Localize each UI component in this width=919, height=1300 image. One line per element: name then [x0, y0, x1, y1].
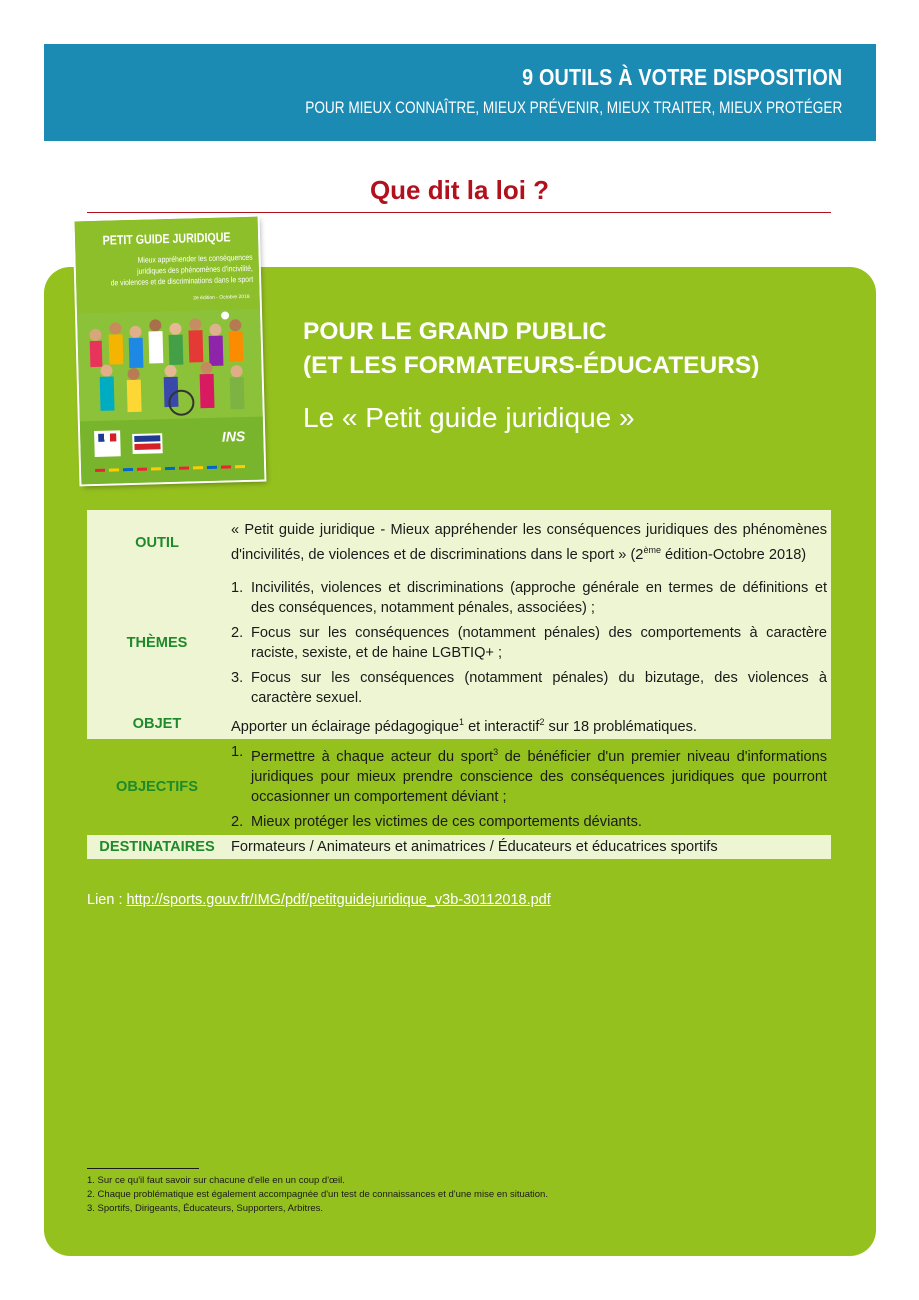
- title-divider: [87, 212, 831, 213]
- table-row-themes: [87, 575, 831, 710]
- list-item: 3. Focus sur les conséquences (notamment pénales) du bizutage, des violences à caractère sexuel.: [231, 669, 827, 706]
- link-line: [87, 892, 551, 908]
- header-title: 9 OUTILS À VOTRE DISPOSITION: [521, 64, 842, 90]
- list-item: 2. Mieux protéger les victimes de ces comportements déviants.: [231, 813, 642, 830]
- republic-logo: [94, 430, 121, 457]
- audience-line: (ET LES FORMATEURS-ÉDUCATEURS): [303, 352, 760, 379]
- cover-edition: 2e édition - Octobre 2018: [193, 293, 250, 302]
- cover-subtitle-line: juridiques des phénomènes d'incivilité,: [136, 263, 253, 276]
- guide-cover-image: [75, 217, 265, 485]
- row-value-objectifs: [227, 739, 831, 835]
- audience-heading: [303, 315, 759, 383]
- cover-athletes-photo: [77, 309, 263, 426]
- row-label-outil: OUTIL: [87, 510, 227, 575]
- footnote-divider: [87, 1168, 199, 1169]
- row-label-objectifs: OBJECTIFS: [87, 739, 227, 835]
- tool-name: Le « Petit guide juridique »: [303, 402, 635, 433]
- link-prefix: Lien :: [87, 892, 127, 908]
- row-label-themes: THÈMES: [87, 575, 227, 710]
- cover-subtitle-line: Mieux appréhender les conséquences: [137, 252, 253, 265]
- exaequo-logo: [132, 433, 163, 454]
- table-row-objet: [87, 710, 831, 739]
- cover-title: PETIT GUIDE JURIDIQUE: [102, 229, 231, 248]
- row-label-destinataires: DESTINATAIRES: [87, 835, 227, 859]
- list-item: 2. Focus sur les conséquences (notamment pénales) des comportements à caractère raciste, sexiste, et de haine LGBTIQ+ ;: [231, 624, 827, 661]
- guide-pdf-link[interactable]: http://sports.gouv.fr/IMG/pdf/petitguidejuridique_v3b-30112018.pdf: [126, 892, 551, 908]
- header-band: [44, 44, 876, 141]
- page-title: Que dit la loi ?: [369, 175, 550, 205]
- table-row-objectifs: [87, 739, 831, 835]
- cover-footer: [80, 417, 265, 485]
- cover-color-dashes: [95, 465, 245, 472]
- ins-logo: INS: [221, 428, 246, 445]
- list-item: 1. Permettre à chaque acteur du sport$^3$ de bénéficier d'un premier niveau d'informations juridiques pour mieux prendre conscience des conséquences juridiques que pourront occasionner un comportement déviant ;: [231, 743, 827, 805]
- cover-subtitle-line: de violences et de discriminations dans le sport: [110, 274, 254, 288]
- row-value-themes: [227, 575, 831, 710]
- cover-header: [75, 217, 261, 320]
- themes-list: [231, 578, 827, 708]
- objectifs-list: [231, 742, 827, 832]
- table-row-outil: [87, 510, 831, 575]
- footnote: 1. Sur ce qu'il faut savoir sur chacune d'elle en un coup d'œil.: [87, 1175, 345, 1186]
- footnotes: [87, 1174, 548, 1216]
- row-label-objet: OBJET: [87, 710, 227, 739]
- row-value-destinataires: Formateurs / Animateurs et animatrices / Éducateurs et éducatrices sportifs: [227, 835, 831, 859]
- list-item: 1. Incivilités, violences et discriminations (approche générale en termes de définitions et des conséquences, notamment pénales, associées) ;: [231, 579, 827, 616]
- row-value-outil: « Petit guide juridique - Mieux appréhender les conséquences juridiques des phénomènes d'incivilités, de violences et de discriminations dans le sport » (2ème édition-Octobre 2018): [227, 510, 831, 575]
- audience-line: POUR LE GRAND PUBLIC: [303, 318, 607, 345]
- tool-info-table: [87, 510, 831, 859]
- footnote: 3. Sportifs, Dirigeants, Éducateurs, Supporters, Arbitres.: [87, 1203, 324, 1214]
- header-subtitle: POUR MIEUX CONNAÎTRE, MIEUX PRÉVENIR, MIEUX TRAITER, MIEUX PROTÉGER: [304, 98, 842, 117]
- table-row-destinataires: [87, 835, 831, 859]
- row-value-objet: Apporter un éclairage pédagogique$^1$ et interactif$^2$ sur 18 problématiques.: [227, 710, 831, 739]
- footnote: 2. Chaque problématique est également accompagnée d'un test de connaissances et d'une mise en situation.: [87, 1189, 548, 1200]
